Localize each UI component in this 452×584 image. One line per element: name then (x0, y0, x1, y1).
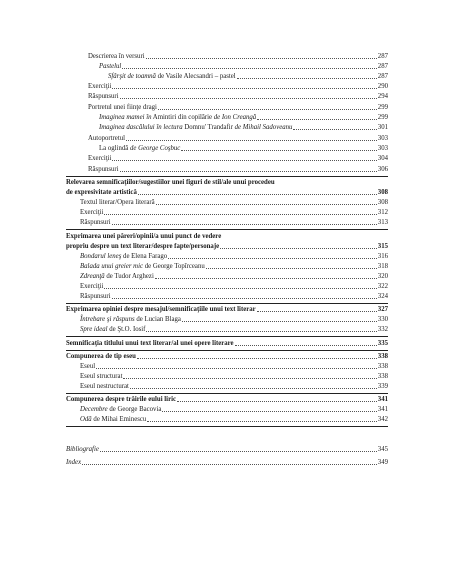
toc-entry: Eseul nestructurat 339 (80, 383, 388, 390)
toc-entry: Bondarul leneş de Elena Farago 316 (80, 253, 388, 260)
toc-entry: Autoportretul 303 (88, 135, 388, 142)
toc-entry: Răspunsuri 313 (80, 219, 388, 226)
toc-entry: Sfârşit de toamnă de Vasile Alecsandri – pastel 287 (108, 73, 388, 80)
section-heading: Relevarea semnificaţiilor/sugestiilor unei figuri de stil/ale unui procedeu (66, 179, 275, 186)
toc-entry: Imaginea mamei în Amintiri din copilărie de Ion Creangă 299 (99, 114, 388, 121)
toc-entry: Spre ideal de Şt.O. Iosif 332 (80, 326, 388, 333)
toc-entry: Răspunsuri 324 (80, 293, 388, 300)
toc-entry: Compunerea de tip eseu 338 (66, 353, 388, 360)
toc-entry: propriu despre un text literar/despre fapte/personaje 315 (66, 243, 388, 250)
toc-entry: Textul literar/Opera literară 308 (80, 199, 388, 206)
toc-entry: Exerciţii 304 (88, 155, 388, 162)
toc-entry: Index 349 (66, 459, 388, 466)
toc-entry: Bibliografie 345 (66, 446, 388, 453)
section-divider (66, 426, 388, 427)
toc-entry: La oglindă de George Coşbuc 303 (99, 145, 388, 152)
toc-entry: Răspunsuri 294 (88, 93, 388, 100)
toc-entry: Balada unui greier mic de George Topîrceanu 318 (80, 263, 388, 270)
toc-entry: Semnificaţia titlului unui text literar/al unei opere literare 335 (66, 340, 388, 347)
section-divider (66, 393, 388, 394)
toc-entry: Decembre de George Bacovia 341 (80, 406, 388, 413)
toc-entry: Exerciţii 322 (80, 283, 388, 290)
toc-entry: Compunerea despre trăirile eului liric 341 (66, 396, 388, 403)
section-divider (66, 229, 388, 230)
toc-entry: Pastelul 287 (99, 63, 388, 70)
toc-entry: Exerciţii 312 (80, 209, 388, 216)
toc-entry: Eseul structurat 338 (80, 373, 388, 380)
section-divider (66, 336, 388, 337)
toc-entry: Odă de Mihai Eminescu 342 (80, 416, 388, 423)
section-divider (66, 303, 388, 304)
toc-entry: Exerciţii 290 (88, 83, 388, 90)
section-divider (66, 350, 388, 351)
toc-entry: Răspunsuri 306 (88, 166, 388, 173)
toc-entry: Exprimarea opiniei despre mesajul/semnificaţiile unui text literar 327 (66, 306, 388, 313)
toc-entry: Descrierea în versuri 287 (88, 53, 388, 60)
section-heading: Exprimarea unei păreri/opinii/a unui punct de vedere (66, 233, 222, 240)
toc-entry: Zdreanţă de Tudor Arghezi 320 (80, 273, 388, 280)
toc-entry: Întrebare şi răspuns de Lucian Blaga 330 (80, 316, 388, 323)
toc-entry: Portretul unei fiinţe dragi 299 (88, 104, 388, 111)
toc-entry: Imaginea dascălului în lectura Domnu' Trandafir de Mihail Sadoveanu 301 (99, 124, 388, 131)
section-divider (66, 176, 388, 177)
toc-entry: Eseul 338 (80, 363, 388, 370)
toc-entry: de expresivitate artistică 308 (66, 189, 388, 196)
